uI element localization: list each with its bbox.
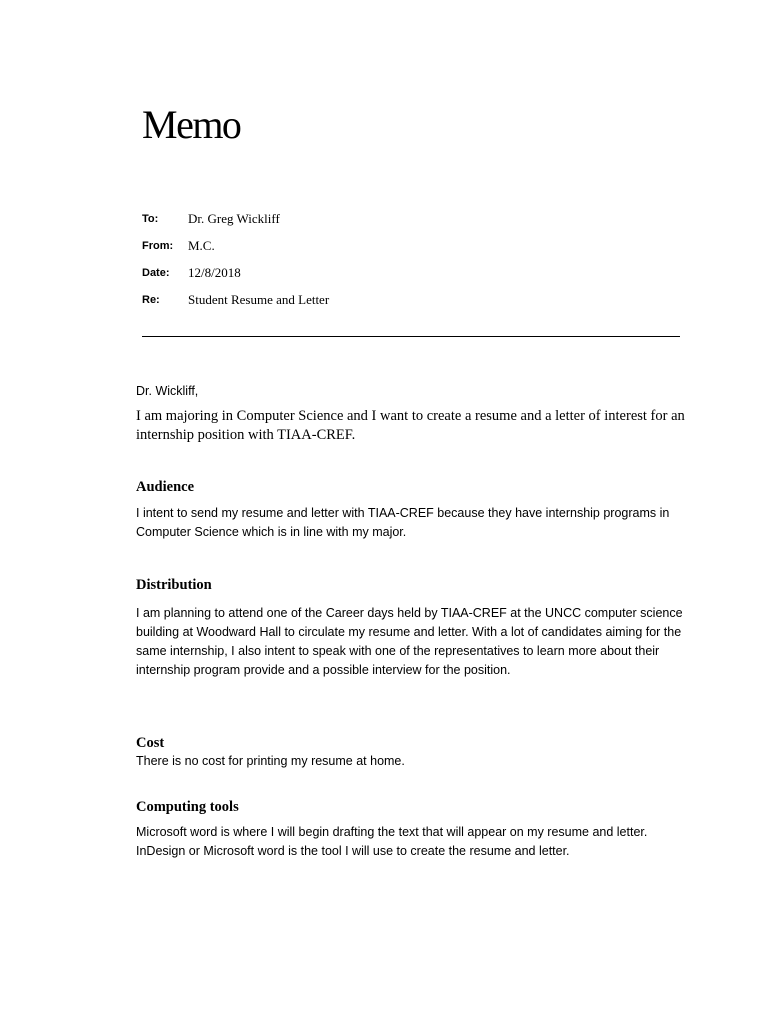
re-value: Student Resume and Letter	[188, 292, 330, 307]
from-value: M.C.	[188, 238, 215, 253]
cost-heading: Cost	[136, 735, 165, 751]
cost-body: There is no cost for printing my resume at home.	[136, 754, 405, 768]
distribution-body: I am planning to attend one of the Career days held by TIAA-CREF at the UNCC computer science building at Woodward Hall to circulate my resume and letter. With a lot of candidates aiming for the same internship, I also intent to speak with one of the representatives to learn more about their internship program provide and a possible interview for the position.	[136, 606, 683, 677]
re-label: Re:	[142, 294, 160, 306]
distribution-heading: Distribution	[136, 577, 212, 593]
salutation: Dr. Wickliff,	[136, 384, 199, 398]
audience-body: I intent to send my resume and letter with TIAA-CREF because they have internship programs in Computer Science which is in line with my major.	[136, 506, 670, 539]
from-label: From:	[142, 240, 174, 252]
memo-title: Memo	[142, 102, 241, 147]
date-label: Date:	[142, 267, 170, 279]
to-value: Dr. Greg Wickliff	[188, 211, 280, 226]
computing-tools-body: Microsoft word is where I will begin drafting the text that will appear on my resume and letter. InDesign or Microsoft word is the tool I will use to create the resume and letter.	[136, 825, 655, 858]
date-value: 12/8/2018	[188, 265, 241, 280]
to-label: To:	[142, 213, 159, 225]
audience-heading: Audience	[136, 479, 194, 495]
computing-tools-heading: Computing tools	[136, 799, 239, 815]
intro-paragraph: I am majoring in Computer Science and I want to create a resume and a letter of interest for an internship position with TIAA-CREF.	[136, 408, 685, 443]
header-divider	[142, 336, 680, 337]
